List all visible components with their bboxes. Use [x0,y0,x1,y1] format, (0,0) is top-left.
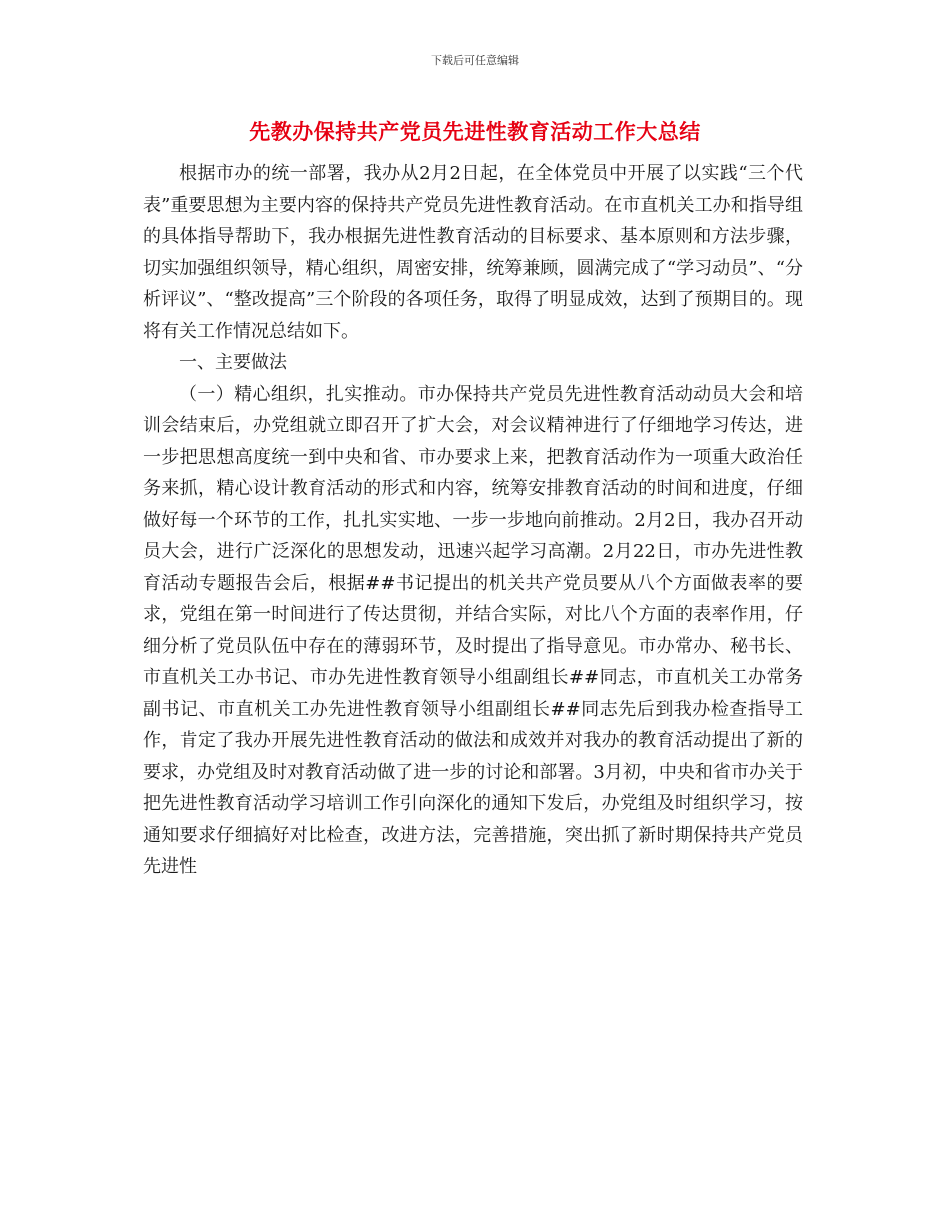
section-heading: 一、主要做法 [179,352,287,373]
body-paragraph: （一）精心组织，扎实推动。市办保持共产党员先进性教育活动动员大会和培训会结束后，办党组就立即召开了扩大会，对会议精神进行了仔细地学习传达，进一步把思想高度统一到中央和省、市办要求上来，把教育活动作为一项重大政治任务来抓，精心设计教育活动的形式和内容，统筹安排教育活动的时间和进度，仔细做好每一个环节的工作，扎扎实实地、一步一步地向前推动。2月2日，我办召开动员大会，进行广泛深化的思想发动，迅速兴起学习高潮。2月22日，市办先进性教育活动专题报告会后，根据##书记提出的机关共产党员要从八个方面做表率的要求，党组在第一时间进行了传达贯彻，并结合实际，对比八个方面的表率作用，仔细分析了党员队伍中存在的薄弱环节，及时提出了指导意见。市办常办、秘书长、市直机关工办书记、市办先进性教育领导小组副组长##同志，市直机关工办常务副书记、市直机关工办先进性教育领导小组副组长##同志先后到我办检查指导工作，肯定了我办开展先进性教育活动的做法和成效并对我办的教育活动提出了新的要求，办党组及时对教育活动做了进一步的讨论和部署。3月初，中央和省市办关于把先进性教育活动学习培训工作引向深化的通知下发后，办党组及时组织学习，按通知要求仔细搞好对比检查，改进方法，完善措施，突出抓了新时期保持共产党员先进性 [143,383,803,877]
document-title: 先教办保持共产党员先进性教育活动工作大总结 [249,120,701,144]
intro-paragraph: 根据市办的统一部署，我办从2月2日起，在全体党员中开展了以实践“三个代表”重要思想为主要内容的保持共产党员先进性教育活动。在市直机关工办和指导组的具体指导帮助下，我办根据先进性教育活动的目标要求、基本原则和方法步骤，切实加强组织领导，精心组织，周密安排，统筹兼顾，圆满完成了“学习动员”、“分析评议”、“整改提高”三个阶段的各项任务，取得了明显成效，达到了预期目的。现将有关工作情况总结如下。 [143,163,803,342]
page-header-note: 下载后可任意编辑 [431,54,519,67]
document-body [143,158,803,883]
